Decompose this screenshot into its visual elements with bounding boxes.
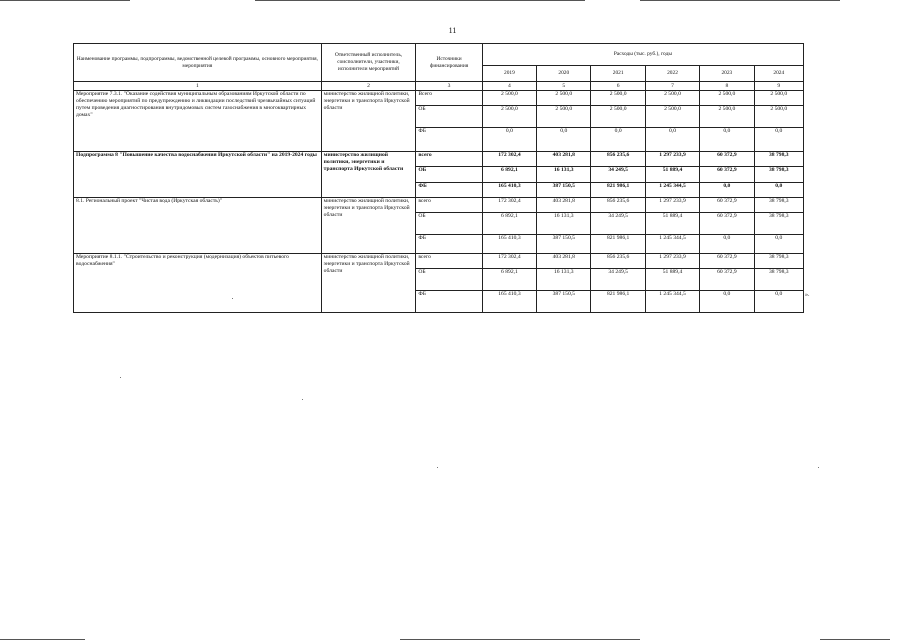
expense-value-cell: 2 500,0 bbox=[537, 90, 591, 105]
expense-value-cell: 403 281,8 bbox=[537, 253, 591, 268]
executor-cell: министерство жилищной политики, энергетики и транспорта Иркутской области bbox=[321, 197, 416, 253]
expense-value-cell: 16 131,3 bbox=[537, 166, 591, 182]
column-number: 9 bbox=[754, 82, 803, 91]
expense-value-cell: 0,0 bbox=[591, 127, 645, 151]
funding-source-cell: ОБ bbox=[416, 212, 482, 234]
header-expenses: Расходы (тыс. руб.), годы bbox=[482, 44, 803, 66]
column-number: 2 bbox=[321, 82, 416, 91]
expense-value-cell: 2 500,0 bbox=[754, 105, 803, 127]
expense-value-cell: 60 372,9 bbox=[700, 166, 754, 182]
program-name-cell: 8.1. Региональный проект "Чистая вода (Иркутская область)" bbox=[74, 197, 322, 253]
expense-value-cell: 387 150,5 bbox=[537, 182, 591, 197]
expense-value-cell: 172 302,4 bbox=[482, 197, 536, 212]
executor-cell: министерство жилищной политики, энергетики и транспорта Иркутской области bbox=[321, 253, 416, 312]
expense-value-cell: 2 500,0 bbox=[700, 90, 754, 105]
expense-value-cell: 38 798,3 bbox=[754, 166, 803, 182]
funding-source-cell: всего bbox=[416, 197, 482, 212]
table-row bbox=[74, 90, 804, 105]
expense-value-cell: 60 372,9 bbox=[700, 197, 754, 212]
column-number: 4 bbox=[482, 82, 536, 91]
expense-value-cell: 38 798,3 bbox=[754, 197, 803, 212]
expense-value-cell: 51 889,4 bbox=[645, 268, 699, 290]
expense-value-cell: 38 798,3 bbox=[754, 212, 803, 234]
expense-value-cell: 0,0 bbox=[754, 182, 803, 197]
expense-value-cell: 0,0 bbox=[700, 290, 754, 312]
expense-value-cell: 856 235,6 bbox=[591, 197, 645, 212]
expense-value-cell: 60 372,9 bbox=[700, 268, 754, 290]
expense-value-cell: 165 410,3 bbox=[482, 234, 536, 253]
column-number: 5 bbox=[537, 82, 591, 91]
expense-value-cell: 821 986,1 bbox=[591, 290, 645, 312]
expense-value-cell: 2 500,0 bbox=[754, 90, 803, 105]
expense-value-cell: 60 372,9 bbox=[700, 151, 754, 166]
header-year: 2021 bbox=[591, 66, 645, 82]
expense-value-cell: 34 249,5 bbox=[591, 212, 645, 234]
expense-value-cell: 51 889,4 bbox=[645, 212, 699, 234]
table-row bbox=[74, 197, 804, 212]
expense-value-cell: 6 892,1 bbox=[482, 212, 536, 234]
page-number: 11 bbox=[448, 26, 457, 35]
program-name-cell: Мероприятие 7.3.1. "Оказание содействия муниципальным образованиям Иркутской области по обеспечению мероприятий по предупреждению и ликвидации последствий чрезвычайных ситуаций путем проведения диагностирования внутридомовых систем газоснабжения в многоквартирных домах" bbox=[74, 90, 322, 151]
expense-value-cell: 0,0 bbox=[754, 290, 803, 312]
expense-value-cell: 2 500,0 bbox=[591, 90, 645, 105]
executor-cell: министерство жилищной политики, энергетики и транспорта Иркутской области bbox=[321, 151, 416, 197]
scan-speck bbox=[302, 399, 303, 400]
expense-value-cell: 172 302,4 bbox=[482, 253, 536, 268]
expense-value-cell: 2 500,0 bbox=[591, 105, 645, 127]
expense-value-cell: 856 235,6 bbox=[591, 253, 645, 268]
expense-value-cell: 0,0 bbox=[700, 127, 754, 151]
expense-value-cell: 0,0 bbox=[700, 182, 754, 197]
scan-edge-top-right bbox=[640, 0, 840, 1]
expense-value-cell: 2 500,0 bbox=[482, 105, 536, 127]
expense-value-cell: 0,0 bbox=[482, 127, 536, 151]
expense-value-cell: 165 410,3 bbox=[482, 290, 536, 312]
program-name-cell: Мероприятие 8.1.1. "Строительство и реконструкция (модернизация) объектов питьевого водоснабжения" bbox=[74, 253, 322, 312]
expense-value-cell: 821 986,1 bbox=[591, 182, 645, 197]
column-number: 6 bbox=[591, 82, 645, 91]
funding-source-cell: Всего bbox=[416, 90, 482, 105]
column-number: 7 bbox=[645, 82, 699, 91]
expense-value-cell: 16 131,3 bbox=[537, 268, 591, 290]
table-body bbox=[74, 44, 804, 313]
expense-value-cell: 2 500,0 bbox=[537, 105, 591, 127]
expense-value-cell: 856 235,6 bbox=[591, 151, 645, 166]
expense-value-cell: 6 892,1 bbox=[482, 268, 536, 290]
funding-source-cell: ОБ bbox=[416, 105, 482, 127]
expense-value-cell: 0,0 bbox=[754, 127, 803, 151]
expense-value-cell: 34 249,5 bbox=[591, 166, 645, 182]
scan-edge-top-left bbox=[0, 0, 130, 1]
expense-value-cell: 51 889,4 bbox=[645, 166, 699, 182]
expense-value-cell: 387 150,5 bbox=[537, 234, 591, 253]
header-row bbox=[74, 44, 804, 66]
header-year: 2022 bbox=[645, 66, 699, 82]
expense-value-cell: 165 410,3 bbox=[482, 182, 536, 197]
column-number: 1 bbox=[74, 82, 322, 91]
funding-source-cell: ФБ bbox=[416, 127, 482, 151]
expense-value-cell: 0,0 bbox=[537, 127, 591, 151]
expense-value-cell: 6 892,1 bbox=[482, 166, 536, 182]
header-year: 2023 bbox=[700, 66, 754, 82]
column-numbers-row bbox=[74, 82, 804, 91]
program-name-cell: Подпрограмма 8 "Повышение качества водоснабжения Иркутской области" на 2019-2024 годы bbox=[74, 151, 322, 197]
expense-value-cell: 172 302,4 bbox=[482, 151, 536, 166]
header-source: Источники финансирования bbox=[416, 44, 482, 82]
header-year: 2020 bbox=[537, 66, 591, 82]
closing-quote-mark: ». bbox=[805, 292, 810, 298]
column-number: 8 bbox=[700, 82, 754, 91]
scan-edge-top-mid bbox=[255, 0, 585, 1]
expense-value-cell: 2 500,0 bbox=[645, 105, 699, 127]
table-row bbox=[74, 253, 804, 268]
expense-value-cell: 2 500,0 bbox=[482, 90, 536, 105]
expense-value-cell: 1 245 344,5 bbox=[645, 182, 699, 197]
expense-value-cell: 403 281,8 bbox=[537, 197, 591, 212]
table-row bbox=[74, 151, 804, 166]
expense-value-cell: 38 798,3 bbox=[754, 151, 803, 166]
expense-value-cell: 1 297 233,9 bbox=[645, 197, 699, 212]
expense-value-cell: 60 372,9 bbox=[700, 212, 754, 234]
executor-cell: министерство жилищной политики, энергетики и транспорта Иркутской области bbox=[321, 90, 416, 151]
funding-source-cell: ФБ bbox=[416, 182, 482, 197]
expense-value-cell: 38 798,3 bbox=[754, 253, 803, 268]
expense-value-cell: 821 986,1 bbox=[591, 234, 645, 253]
column-number: 3 bbox=[416, 82, 482, 91]
funding-source-cell: всего bbox=[416, 151, 482, 166]
expense-value-cell: 1 297 233,9 bbox=[645, 151, 699, 166]
header-name: Наименование программы, подпрограммы, ведомственной целевой программы, основного мероприятия, мероприятия bbox=[74, 44, 322, 82]
expense-value-cell: 2 500,0 bbox=[645, 90, 699, 105]
header-year: 2019 bbox=[482, 66, 536, 82]
scan-speck bbox=[120, 377, 121, 378]
expenses-table bbox=[73, 43, 804, 313]
expense-value-cell: 0,0 bbox=[645, 127, 699, 151]
expense-value-cell: 34 249,5 bbox=[591, 268, 645, 290]
funding-source-cell: ФБ bbox=[416, 290, 482, 312]
expense-value-cell: 387 150,5 bbox=[537, 290, 591, 312]
expense-value-cell: 16 131,3 bbox=[537, 212, 591, 234]
expense-value-cell: 0,0 bbox=[754, 234, 803, 253]
expense-value-cell: 38 798,3 bbox=[754, 268, 803, 290]
scan-speck bbox=[818, 467, 819, 468]
funding-source-cell: ОБ bbox=[416, 268, 482, 290]
expense-value-cell: 1 245 344,5 bbox=[645, 290, 699, 312]
header-year: 2024 bbox=[754, 66, 803, 82]
expense-value-cell: 2 500,0 bbox=[700, 105, 754, 127]
funding-source-cell: всего bbox=[416, 253, 482, 268]
funding-source-cell: ОБ bbox=[416, 166, 482, 182]
expense-value-cell: 403 281,8 bbox=[537, 151, 591, 166]
header-executor: Ответственный исполнитель, соисполнители, участники, исполнители мероприятий bbox=[321, 44, 416, 82]
scan-speck bbox=[437, 467, 438, 468]
expense-value-cell: 1 297 233,9 bbox=[645, 253, 699, 268]
scan-speck bbox=[232, 298, 233, 299]
funding-source-cell: ФБ bbox=[416, 234, 482, 253]
expense-value-cell: 60 372,9 bbox=[700, 253, 754, 268]
expense-value-cell: 1 245 344,5 bbox=[645, 234, 699, 253]
expense-value-cell: 0,0 bbox=[700, 234, 754, 253]
